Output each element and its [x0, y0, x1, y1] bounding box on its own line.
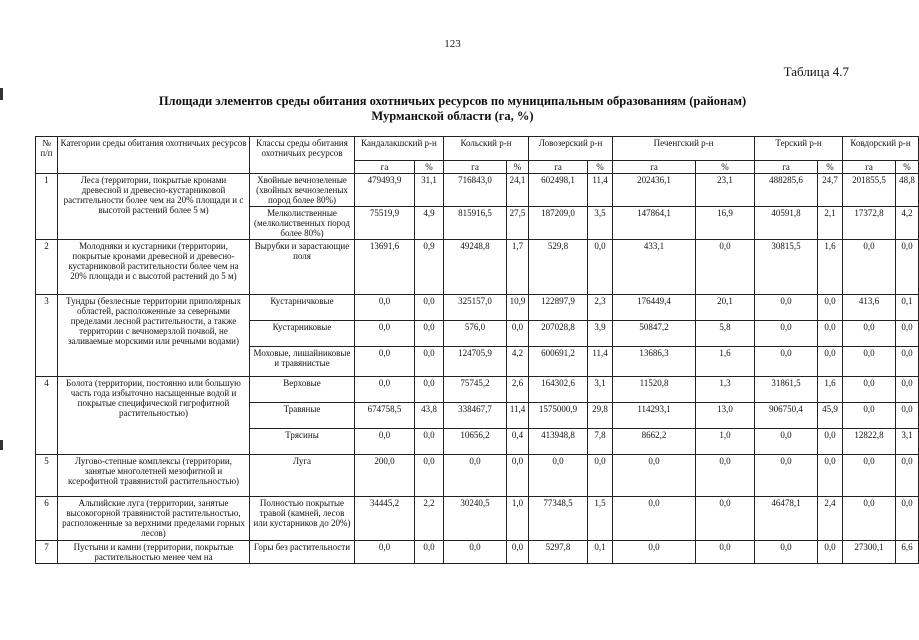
area-pct-cell: 0,0 [415, 377, 444, 403]
area-pct-cell: 48,8 [896, 174, 919, 207]
area-ha-cell: 187209,0 [529, 207, 588, 240]
area-pct-cell: 0,0 [896, 347, 919, 377]
row-number: 1 [36, 174, 58, 240]
header-unit-ha: га [755, 161, 818, 174]
habitat-class: Кустарниковые [250, 321, 355, 347]
area-ha-cell: 0,0 [843, 347, 896, 377]
area-ha-cell: 0,0 [355, 541, 415, 564]
area-pct-cell: 0,0 [415, 347, 444, 377]
habitat-category: Леса (территории, покрытые кронами древесной и древесно-кустарниковой растительности более чем на 20% площади и с высотой растений более 5 м) [58, 174, 250, 240]
area-pct-cell: 10,9 [507, 295, 529, 321]
area-pct-cell: 24,1 [507, 174, 529, 207]
area-ha-cell: 0,0 [843, 240, 896, 295]
habitat-class: Кустарничковые [250, 295, 355, 321]
area-ha-cell: 0,0 [843, 321, 896, 347]
area-ha-cell: 30240,5 [444, 497, 507, 541]
area-pct-cell: 0,0 [415, 455, 444, 497]
area-pct-cell: 0,4 [507, 429, 529, 455]
area-ha-cell: 50847,2 [613, 321, 696, 347]
area-pct-cell: 0,0 [507, 321, 529, 347]
area-pct-cell: 0,0 [507, 541, 529, 564]
area-pct-cell: 0,0 [896, 455, 919, 497]
area-ha-cell: 576,0 [444, 321, 507, 347]
area-ha-cell: 12822,8 [843, 429, 896, 455]
area-ha-cell: 338467,7 [444, 403, 507, 429]
table-row [36, 295, 919, 321]
area-ha-cell: 201855,5 [843, 174, 896, 207]
header-district: Печенгский р-н [613, 137, 755, 161]
area-ha-cell: 147864,1 [613, 207, 696, 240]
area-ha-cell: 0,0 [355, 377, 415, 403]
area-pct-cell: 0,0 [415, 321, 444, 347]
area-pct-cell: 0,0 [818, 347, 843, 377]
area-pct-cell: 0,0 [896, 497, 919, 541]
header-district: Кольский р-н [444, 137, 529, 161]
area-ha-cell: 17372,8 [843, 207, 896, 240]
area-pct-cell: 24,7 [818, 174, 843, 207]
area-ha-cell: 0,0 [755, 455, 818, 497]
area-pct-cell: 11,4 [588, 174, 613, 207]
area-pct-cell: 0,0 [696, 240, 755, 295]
header-category: Категории среды обитания охотничьих ресурсов [58, 137, 250, 174]
area-ha-cell: 46478,1 [755, 497, 818, 541]
habitat-class: Верховые [250, 377, 355, 403]
area-ha-cell: 0,0 [613, 497, 696, 541]
header-unit-ha: га [529, 161, 588, 174]
area-pct-cell: 0,1 [896, 295, 919, 321]
area-ha-cell: 34445,2 [355, 497, 415, 541]
area-pct-cell: 16,9 [696, 207, 755, 240]
area-pct-cell: 0,0 [896, 240, 919, 295]
area-pct-cell: 4,2 [896, 207, 919, 240]
header-unit-pct: % [818, 161, 843, 174]
area-pct-cell: 0,0 [415, 295, 444, 321]
area-pct-cell: 0,0 [415, 429, 444, 455]
area-ha-cell: 479493,9 [355, 174, 415, 207]
title-line-1: Площади элементов среды обитания охотничьих ресурсов по муниципальным образованиям (районам) [158, 94, 747, 108]
area-pct-cell: 5,8 [696, 321, 755, 347]
habitat-table [35, 136, 919, 564]
area-pct-cell: 0,0 [818, 295, 843, 321]
table-label: Таблица 4.7 [783, 64, 849, 79]
area-pct-cell: 1,5 [588, 497, 613, 541]
area-ha-cell: 529,8 [529, 240, 588, 295]
area-pct-cell: 3,1 [896, 429, 919, 455]
area-pct-cell: 0,9 [415, 240, 444, 295]
area-ha-cell: 0,0 [613, 541, 696, 564]
area-ha-cell: 602498,1 [529, 174, 588, 207]
header-unit-ha: га [843, 161, 896, 174]
area-ha-cell: 164302,6 [529, 377, 588, 403]
area-pct-cell: 2,6 [507, 377, 529, 403]
area-pct-cell: 4,2 [507, 347, 529, 377]
table-row [36, 377, 919, 403]
page-number: 123 [444, 38, 461, 50]
habitat-class: Вырубки и зарастающие поля [250, 240, 355, 295]
area-ha-cell: 325157,0 [444, 295, 507, 321]
area-ha-cell: 176449,4 [613, 295, 696, 321]
area-pct-cell: 0,0 [896, 403, 919, 429]
header-district: Кандалакшский р-н [355, 137, 444, 161]
area-ha-cell: 27300,1 [843, 541, 896, 564]
habitat-category: Тундры (безлесные территории приполярных областей, расположенные за северными пределами лесной растительности, а также территории с вечномерзлой почвой, не заливаемые морскими или речными водами) [58, 295, 250, 377]
area-ha-cell: 40591,8 [755, 207, 818, 240]
area-ha-cell: 0,0 [755, 347, 818, 377]
area-ha-cell: 0,0 [843, 403, 896, 429]
area-ha-cell: 124705,9 [444, 347, 507, 377]
area-pct-cell: 0,0 [588, 240, 613, 295]
habitat-class: Мелколиственные (мелколиственных пород более 80%) [250, 207, 355, 240]
area-pct-cell: 7,8 [588, 429, 613, 455]
area-ha-cell: 0,0 [755, 295, 818, 321]
habitat-category: Болота (территории, постоянно или большую часть года избыточно насыщенные водой и покрытые специфической гигрофитной растительностью) [58, 377, 250, 455]
row-number: 4 [36, 377, 58, 455]
header-district: Ловозерский р-н [529, 137, 613, 161]
title-line-2: Мурманской области (га, %) [371, 109, 534, 123]
area-ha-cell: 31861,5 [755, 377, 818, 403]
area-pct-cell: 1,6 [818, 377, 843, 403]
area-ha-cell: 114293,1 [613, 403, 696, 429]
area-ha-cell: 906750,4 [755, 403, 818, 429]
habitat-class: Моховые, лишайниковые и травянистые [250, 347, 355, 377]
area-pct-cell: 0,0 [696, 541, 755, 564]
area-ha-cell: 815916,5 [444, 207, 507, 240]
area-ha-cell: 1575000,9 [529, 403, 588, 429]
area-ha-cell: 600691,2 [529, 347, 588, 377]
area-pct-cell: 0,1 [588, 541, 613, 564]
area-pct-cell: 0,0 [818, 455, 843, 497]
area-ha-cell: 0,0 [529, 455, 588, 497]
area-pct-cell: 1,6 [818, 240, 843, 295]
table-row [36, 174, 919, 207]
habitat-class: Горы без растительности [250, 541, 355, 564]
area-pct-cell: 2,3 [588, 295, 613, 321]
header-class: Классы среды обитания охотничьих ресурсов [250, 137, 355, 174]
header-unit-pct: % [696, 161, 755, 174]
area-pct-cell: 0,0 [415, 541, 444, 564]
area-ha-cell: 122897,9 [529, 295, 588, 321]
table-title [0, 94, 905, 124]
area-pct-cell: 0,0 [507, 455, 529, 497]
area-ha-cell: 200,0 [355, 455, 415, 497]
area-pct-cell: 43,8 [415, 403, 444, 429]
area-ha-cell: 488285,6 [755, 174, 818, 207]
habitat-class: Луга [250, 455, 355, 497]
header-unit-pct: % [415, 161, 444, 174]
area-ha-cell: 716843,0 [444, 174, 507, 207]
area-pct-cell: 2,2 [415, 497, 444, 541]
area-pct-cell: 27,5 [507, 207, 529, 240]
header-unit-ha: га [613, 161, 696, 174]
header-district: Терский р-н [755, 137, 843, 161]
area-pct-cell: 0,0 [696, 455, 755, 497]
header-district: Ковдорский р-н [843, 137, 919, 161]
area-ha-cell: 10656,2 [444, 429, 507, 455]
table-row [36, 455, 919, 497]
area-ha-cell: 13686,3 [613, 347, 696, 377]
area-ha-cell: 0,0 [444, 455, 507, 497]
header-num: № п/п [36, 137, 58, 174]
area-ha-cell: 207028,8 [529, 321, 588, 347]
area-pct-cell: 1,0 [696, 429, 755, 455]
area-pct-cell: 0,0 [696, 497, 755, 541]
area-pct-cell: 0,0 [588, 455, 613, 497]
area-ha-cell: 0,0 [613, 455, 696, 497]
area-pct-cell: 0,0 [896, 377, 919, 403]
row-number: 2 [36, 240, 58, 295]
habitat-class: Полностью покрытые травой (камней, лесов или кустарников до 20%) [250, 497, 355, 541]
habitat-category: Молодняки и кустарники (территории, покрытые кронами древесной и древесно-кустарниковой растительности более чем на 20% площади и с высотой растений до 5 м) [58, 240, 250, 295]
area-ha-cell: 0,0 [444, 541, 507, 564]
area-ha-cell: 8662,2 [613, 429, 696, 455]
area-pct-cell: 0,0 [896, 321, 919, 347]
habitat-category: Лугово-степные комплексы (территории, занятые многолетней мезофитной и ксерофитной травянистой растительностью) [58, 455, 250, 497]
area-ha-cell: 30815,5 [755, 240, 818, 295]
area-ha-cell: 0,0 [755, 321, 818, 347]
area-ha-cell: 674758,5 [355, 403, 415, 429]
area-ha-cell: 0,0 [755, 429, 818, 455]
area-ha-cell: 0,0 [843, 497, 896, 541]
area-ha-cell: 0,0 [843, 377, 896, 403]
area-pct-cell: 0,0 [818, 429, 843, 455]
area-pct-cell: 3,5 [588, 207, 613, 240]
area-ha-cell: 0,0 [355, 347, 415, 377]
area-ha-cell: 13691,6 [355, 240, 415, 295]
area-pct-cell: 0,0 [818, 321, 843, 347]
area-ha-cell: 49248,8 [444, 240, 507, 295]
area-pct-cell: 29,8 [588, 403, 613, 429]
area-ha-cell: 11520,8 [613, 377, 696, 403]
area-ha-cell: 75519,9 [355, 207, 415, 240]
area-ha-cell: 0,0 [355, 295, 415, 321]
area-pct-cell: 1,0 [507, 497, 529, 541]
header-unit-pct: % [896, 161, 919, 174]
area-pct-cell: 2,1 [818, 207, 843, 240]
area-ha-cell: 413,6 [843, 295, 896, 321]
row-number: 7 [36, 541, 58, 564]
row-number: 3 [36, 295, 58, 377]
area-pct-cell: 13,0 [696, 403, 755, 429]
area-pct-cell: 31,1 [415, 174, 444, 207]
area-ha-cell: 0,0 [355, 429, 415, 455]
area-ha-cell: 77348,5 [529, 497, 588, 541]
habitat-class: Хвойные вечнозеленые (хвойных вечнозеленых пород более 80%) [250, 174, 355, 207]
area-pct-cell: 11,4 [588, 347, 613, 377]
area-ha-cell: 75745,2 [444, 377, 507, 403]
area-pct-cell: 4,9 [415, 207, 444, 240]
area-pct-cell: 20,1 [696, 295, 755, 321]
area-ha-cell: 0,0 [843, 455, 896, 497]
area-pct-cell: 1,6 [696, 347, 755, 377]
area-pct-cell: 2,4 [818, 497, 843, 541]
habitat-class: Травяные [250, 403, 355, 429]
area-pct-cell: 3,1 [588, 377, 613, 403]
area-pct-cell: 1,3 [696, 377, 755, 403]
row-number: 6 [36, 497, 58, 541]
area-pct-cell: 23,1 [696, 174, 755, 207]
area-ha-cell: 0,0 [755, 541, 818, 564]
area-ha-cell: 413948,8 [529, 429, 588, 455]
header-unit-pct: % [588, 161, 613, 174]
table-row [36, 240, 919, 295]
table-row [36, 497, 919, 541]
table-row [36, 541, 919, 564]
header-unit-ha: га [355, 161, 415, 174]
header-unit-ha: га [444, 161, 507, 174]
area-pct-cell: 45,9 [818, 403, 843, 429]
habitat-category: Пустыни и камни (территории, покрытые растительностью менее чем на [58, 541, 250, 564]
habitat-class: Трясины [250, 429, 355, 455]
header-unit-pct: % [507, 161, 529, 174]
scan-edge-mark [0, 440, 3, 450]
area-ha-cell: 0,0 [355, 321, 415, 347]
habitat-category: Альпийские луга (территории, занятые высокогорной травянистой растительностью, расположенные за верхними пределами горных лесов) [58, 497, 250, 541]
area-ha-cell: 202436,1 [613, 174, 696, 207]
area-ha-cell: 5297,8 [529, 541, 588, 564]
area-pct-cell: 3,9 [588, 321, 613, 347]
area-pct-cell: 0,0 [818, 541, 843, 564]
area-pct-cell: 11,4 [507, 403, 529, 429]
area-pct-cell: 1,7 [507, 240, 529, 295]
area-ha-cell: 433,1 [613, 240, 696, 295]
area-pct-cell: 6,6 [896, 541, 919, 564]
scan-edge-mark [0, 88, 3, 100]
row-number: 5 [36, 455, 58, 497]
